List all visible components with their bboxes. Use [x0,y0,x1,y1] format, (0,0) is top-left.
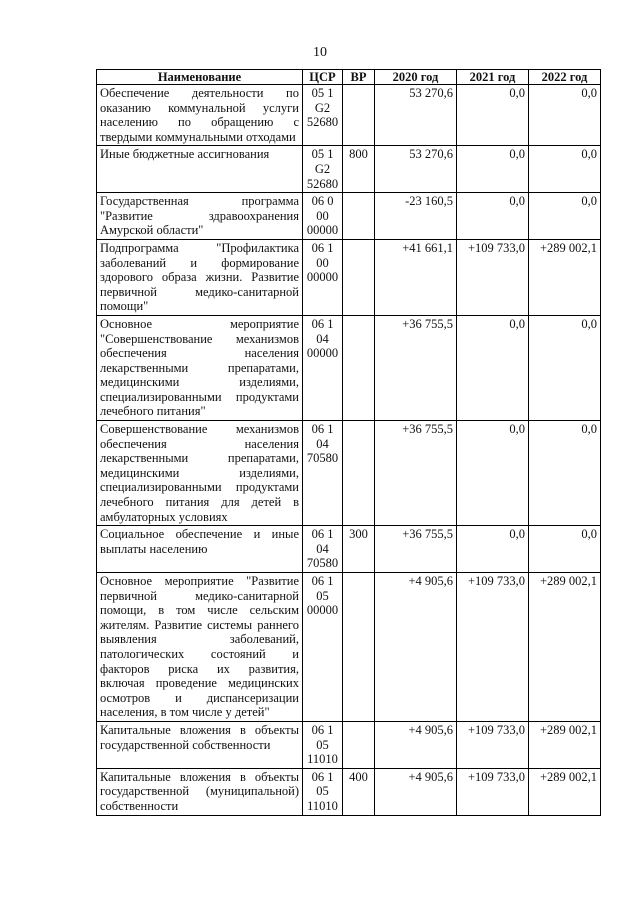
cell-2022: 0,0 [529,85,601,146]
cell-2021: +109 733,0 [457,721,529,768]
cell-vr [343,421,375,526]
table-row [97,573,601,722]
cell-csr [303,526,343,573]
csr-part: 04 [316,436,329,451]
cell-vr [343,315,375,420]
header-2022: 2022 год [529,70,601,85]
csr-part: 04 [316,331,329,346]
cell-vr [343,721,375,768]
csr-part: 05 1 [311,147,334,162]
cell-name: Совершенствование механизмов обеспечения населения лекарственными препаратами, медицинскими изделиями, специализированными продуктами лечебного питания для детей в амбулаторных условиях [97,421,303,526]
cell-2020: +36 755,5 [375,315,457,420]
cell-csr [303,239,343,315]
page-number: 10 [313,45,327,60]
table-row [97,721,601,768]
csr-part: 06 1 [311,316,334,331]
csr-part: 05 [316,588,329,603]
cell-2022: 0,0 [529,421,601,526]
cell-2021: 0,0 [457,193,529,240]
table-row [97,146,601,193]
csr-part: 00000 [306,346,339,361]
cell-csr [303,85,343,146]
csr-part: 06 1 [311,240,334,255]
csr-part: 06 1 [311,769,334,784]
cell-2021: +109 733,0 [457,768,529,815]
cell-name: Обеспечение деятельности по оказанию коммунальной услуги населению по обращению с твердыми коммунальными отходами [97,85,303,146]
cell-name: Капитальные вложения в объекты государственной собственности [97,721,303,768]
csr-part: 06 1 [311,527,334,542]
cell-2020: 53 270,6 [375,146,457,193]
cell-2020: +4 905,6 [375,573,457,722]
csr-part: G2 [314,161,331,176]
cell-2020: +4 905,6 [375,768,457,815]
cell-csr [303,421,343,526]
cell-name: Основное мероприятие "Совершенствование механизмов обеспечения населения лекарственными препаратами, медицинскими изделиями, специализированными продуктами лечебного питания" [97,315,303,420]
header-2021: 2021 год [457,70,529,85]
cell-2021: 0,0 [457,421,529,526]
cell-vr [343,85,375,146]
csr-part: 11010 [307,752,338,767]
table-row [97,421,601,526]
budget-table [96,69,601,816]
csr-part: 00000 [306,603,339,618]
cell-csr [303,193,343,240]
cell-2022: +289 002,1 [529,239,601,315]
cell-2022: +289 002,1 [529,768,601,815]
header-csr: ЦСР [303,70,343,85]
csr-part: 52680 [306,176,339,191]
header-name: Наименование [97,70,303,85]
header-vr: ВР [343,70,375,85]
csr-part: 00 [316,208,329,223]
cell-csr [303,146,343,193]
cell-2022: 0,0 [529,315,601,420]
csr-part: 04 [316,541,329,556]
cell-2022: +289 002,1 [529,721,601,768]
table-row [97,193,601,240]
csr-part: 00000 [306,223,339,238]
cell-2020: 53 270,6 [375,85,457,146]
csr-part: 70580 [306,556,339,571]
cell-name: Основное мероприятие "Развитие первичной медико-санитарной помощи, в том числе сельским жителям. Развитие системы раннего выявления заболеваний, патологических состояний и факторов риска их развития, включая проведение медицинских осмотров и диспансеризации населения, в том числе у детей" [97,573,303,722]
csr-part: 05 [316,737,329,752]
cell-csr [303,315,343,420]
cell-vr [343,193,375,240]
cell-2022: +289 002,1 [529,573,601,722]
table-body [97,85,601,816]
cell-2021: 0,0 [457,526,529,573]
cell-csr [303,573,343,722]
cell-vr [343,239,375,315]
cell-2020: +41 661,1 [375,239,457,315]
cell-2021: +109 733,0 [457,573,529,722]
cell-vr: 800 [343,146,375,193]
csr-part: 00 [316,255,329,270]
csr-part: 70580 [306,451,339,466]
cell-2020: -23 160,5 [375,193,457,240]
cell-csr [303,768,343,815]
table-row [97,526,601,573]
table-header-row [97,70,601,85]
cell-2020: +36 755,5 [375,421,457,526]
table-row [97,768,601,815]
csr-part: 06 1 [311,422,334,437]
cell-2020: +36 755,5 [375,526,457,573]
cell-name: Подпрограмма "Профилактика заболеваний и формирование здорового образа жизни. Развитие первичной медико-санитарной помощи" [97,239,303,315]
cell-2021: 0,0 [457,85,529,146]
cell-vr [343,573,375,722]
table-row [97,315,601,420]
cell-2022: 0,0 [529,193,601,240]
cell-2021: 0,0 [457,315,529,420]
csr-part: 06 1 [311,722,334,737]
csr-part: G2 [314,100,331,115]
header-2020: 2020 год [375,70,457,85]
cell-name: Капитальные вложения в объекты государственной (муниципальной) собственности [97,768,303,815]
cell-name: Государственная программа "Развитие здравоохранения Амурской области" [97,193,303,240]
cell-2022: 0,0 [529,146,601,193]
table-row [97,239,601,315]
cell-2022: 0,0 [529,526,601,573]
table-row [97,85,601,146]
cell-name: Социальное обеспечение и иные выплаты населению [97,526,303,573]
cell-2021: 0,0 [457,146,529,193]
csr-part: 11010 [307,798,338,813]
cell-vr: 400 [343,768,375,815]
cell-vr: 300 [343,526,375,573]
cell-2020: +4 905,6 [375,721,457,768]
cell-2021: +109 733,0 [457,239,529,315]
csr-part: 05 [316,784,329,799]
csr-part: 00000 [306,270,339,285]
csr-part: 05 1 [311,86,334,100]
csr-part: 06 1 [311,574,334,588]
csr-part: 06 0 [311,194,334,209]
cell-csr [303,721,343,768]
csr-part: 52680 [306,115,339,130]
cell-name: Иные бюджетные ассигнования [97,146,303,193]
